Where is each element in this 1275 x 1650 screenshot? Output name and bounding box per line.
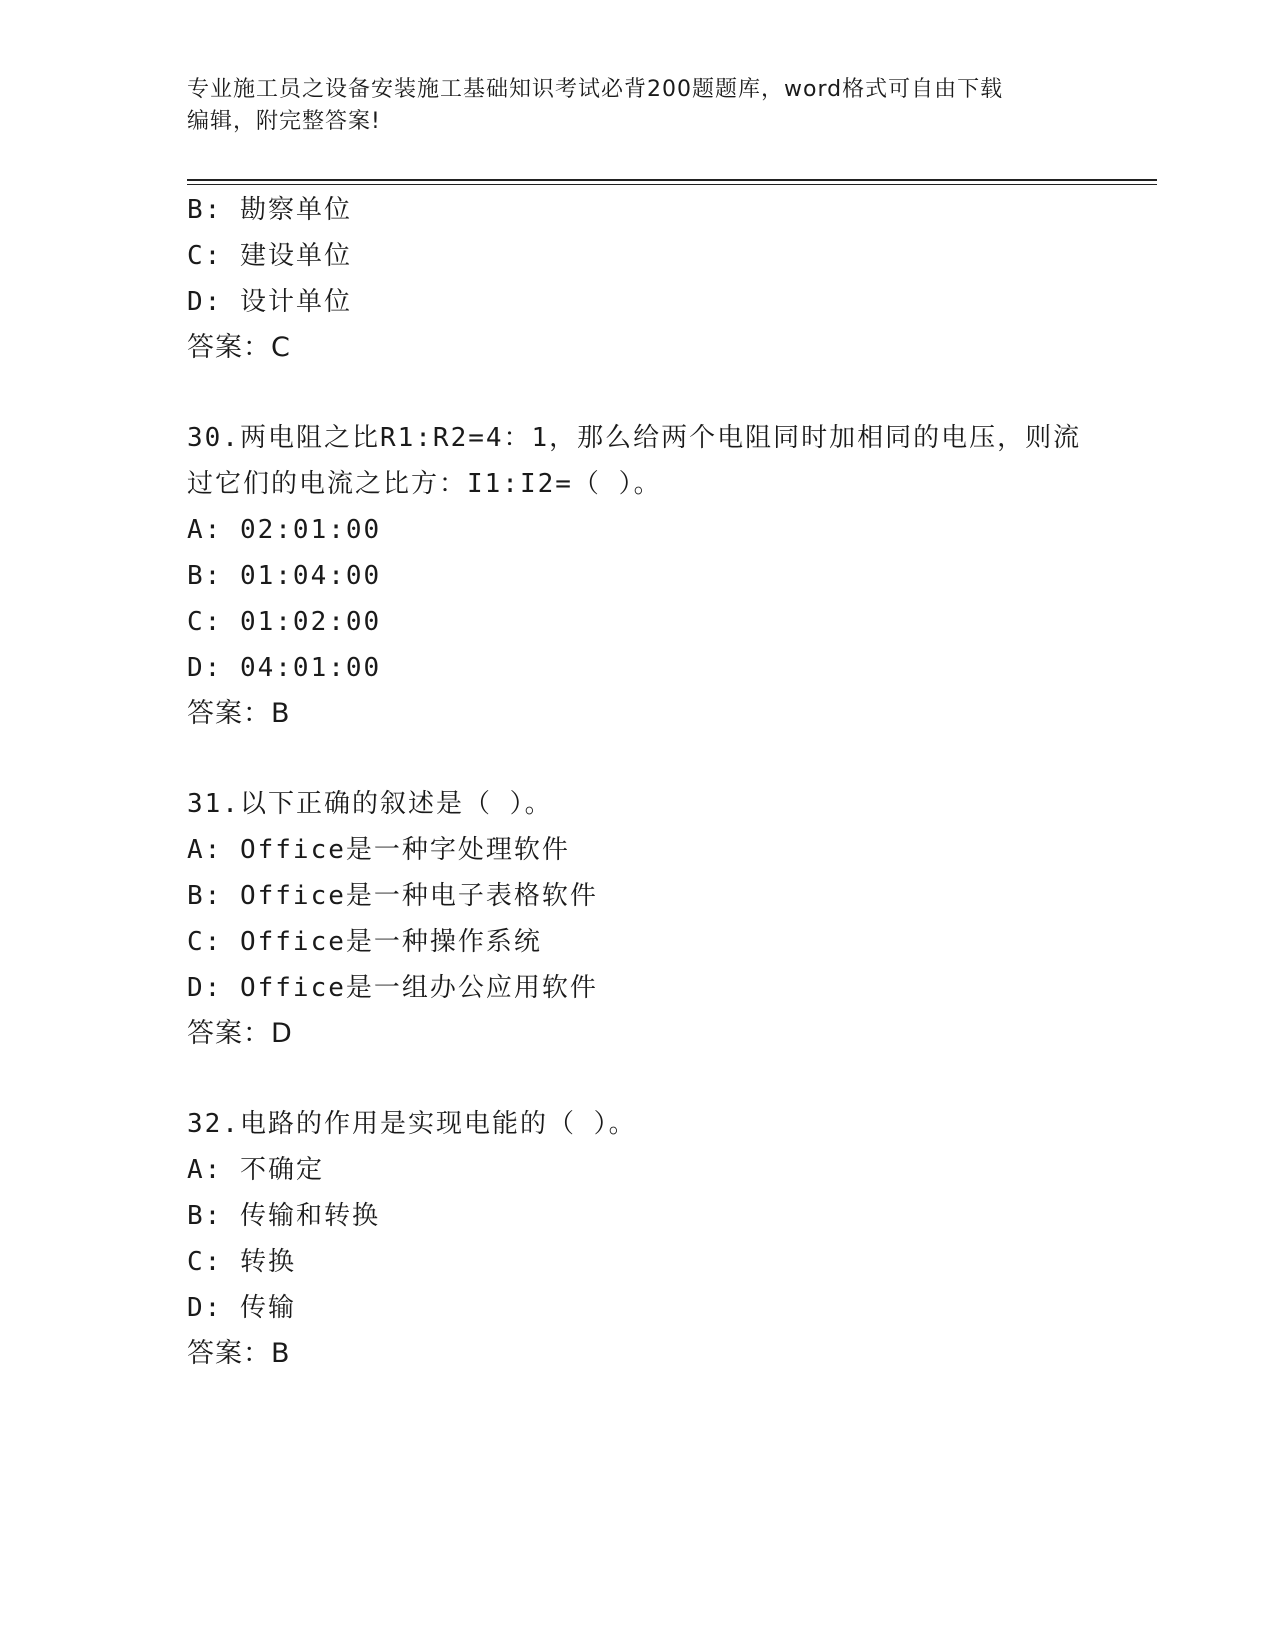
answer-line: 答案：B (187, 698, 291, 729)
block-gap (187, 1057, 1147, 1101)
question-block (187, 187, 1147, 371)
question-stem: 过它们的电流之比方：I1:I2=（ ）。 (187, 469, 662, 499)
question-stem: 31.以下正确的叙述是（ ）。 (187, 789, 553, 819)
answer-line: 答案：D (187, 1018, 293, 1049)
question-block (187, 1101, 1147, 1377)
option-d: D: 设计单位 (187, 287, 352, 317)
option-b: B: 01:04:00 (187, 561, 382, 591)
header-line-1: 专业施工员之设备安装施工基础知识考试必背200题题库，word格式可自由下载 (187, 77, 1004, 102)
option-d: D: 传输 (187, 1293, 296, 1323)
option-b: B: 勘察单位 (187, 195, 352, 225)
option-c: C: 建设单位 (187, 241, 352, 271)
option-d: D: 04:01:00 (187, 653, 382, 683)
option-c: C: 转换 (187, 1247, 296, 1277)
question-block (187, 781, 1147, 1057)
answer-line: 答案：B (187, 1338, 291, 1369)
page-header (187, 74, 1067, 138)
question-stem: 30.两电阻之比R1:R2=4：1，那么给两个电阻同时加相同的电压，则流 (187, 423, 1082, 453)
option-a: A: 不确定 (187, 1155, 324, 1185)
option-c: C: 01:02:00 (187, 607, 382, 637)
question-list (187, 187, 1147, 1377)
option-c: C: Office是一种操作系统 (187, 927, 542, 957)
header-rule-thin (187, 184, 1157, 185)
header-line-2: 编辑，附完整答案! (187, 109, 381, 134)
option-b: B: Office是一种电子表格软件 (187, 881, 598, 911)
block-gap (187, 737, 1147, 781)
option-a: A: 02:01:00 (187, 515, 382, 545)
header-rule-thick (187, 179, 1157, 181)
answer-line: 答案：C (187, 332, 291, 363)
option-a: A: Office是一种字处理软件 (187, 835, 570, 865)
block-gap (187, 371, 1147, 415)
option-d: D: Office是一组办公应用软件 (187, 973, 598, 1003)
question-stem: 32.电路的作用是实现电能的（ ）。 (187, 1109, 637, 1139)
option-b: B: 传输和转换 (187, 1201, 380, 1231)
question-block (187, 415, 1147, 737)
